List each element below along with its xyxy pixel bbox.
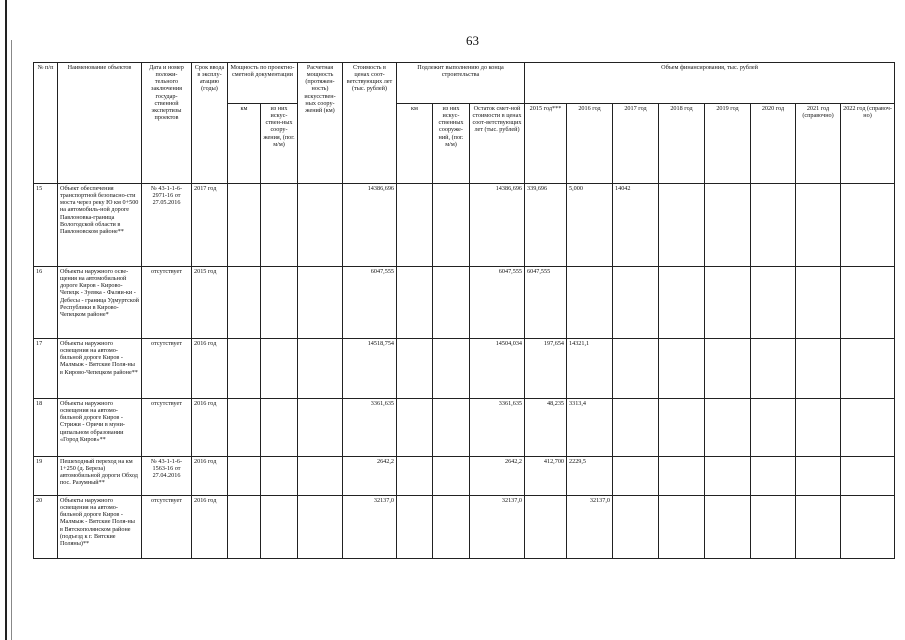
cell-empty bbox=[228, 496, 261, 559]
cell-empty bbox=[261, 399, 298, 457]
cell-date: № 43-1-1-6-1563-16 от 27.04.2016 bbox=[142, 457, 192, 496]
cell-empty bbox=[705, 267, 751, 339]
cell-empty bbox=[705, 399, 751, 457]
cell-num: 16 bbox=[34, 267, 58, 339]
cell-empty bbox=[228, 457, 261, 496]
cell-empty bbox=[751, 399, 796, 457]
cell-empty bbox=[659, 339, 705, 399]
cell-num: 18 bbox=[34, 399, 58, 457]
header-calc: Расчетная мощность (протяжен-ность) искусствен-ных соору-жений (км) bbox=[298, 63, 343, 184]
cell-cost: 14518,754 bbox=[343, 339, 397, 399]
cell-empty bbox=[841, 496, 895, 559]
table-row bbox=[34, 457, 895, 496]
cell-empty bbox=[751, 496, 796, 559]
cell-2015: 197,654 bbox=[525, 339, 567, 399]
cell-empty bbox=[796, 184, 841, 267]
header-year-2020: 2020 год bbox=[751, 104, 796, 184]
header-capacity-km: км bbox=[228, 104, 261, 184]
cell-empty bbox=[433, 267, 470, 339]
cell-date: отсутствует bbox=[142, 339, 192, 399]
cell-empty bbox=[705, 184, 751, 267]
cell-empty bbox=[261, 496, 298, 559]
cell-empty bbox=[228, 339, 261, 399]
cell-empty bbox=[841, 184, 895, 267]
header-year-2018: 2018 год bbox=[659, 104, 705, 184]
cell-empty bbox=[433, 496, 470, 559]
cell-empty bbox=[261, 457, 298, 496]
header-year-2022: 2022 год (справоч-но) bbox=[841, 104, 895, 184]
cell-empty bbox=[751, 184, 796, 267]
cell-2017 bbox=[613, 267, 659, 339]
cell-empty bbox=[261, 184, 298, 267]
cell-balance: 6047,555 bbox=[470, 267, 525, 339]
cell-empty bbox=[705, 339, 751, 399]
cell-cost: 6047,555 bbox=[343, 267, 397, 339]
cell-2015 bbox=[525, 496, 567, 559]
cell-balance: 3361,635 bbox=[470, 399, 525, 457]
cell-2016: 32137,0 bbox=[567, 496, 613, 559]
table-row bbox=[34, 399, 895, 457]
cell-empty bbox=[841, 339, 895, 399]
cell-num: 19 bbox=[34, 457, 58, 496]
cell-num: 15 bbox=[34, 184, 58, 267]
cell-date: № 43-1-1-6-2971-16 от 27.05.2016 bbox=[142, 184, 192, 267]
header-year-2015: 2015 год*** bbox=[525, 104, 567, 184]
cell-empty bbox=[298, 184, 343, 267]
cell-num: 17 bbox=[34, 339, 58, 399]
cell-empty bbox=[751, 457, 796, 496]
cell-empty bbox=[433, 184, 470, 267]
header-capacity: Мощность по проектно-сметной документации bbox=[228, 63, 298, 104]
header-rem-balance: Остаток смет-ной стоимости в ценах соот-ветствующих лет (тыс. рублей) bbox=[470, 104, 525, 184]
header-capacity-art: из них искус-ствен-ных соору-жения, (пог. м/м) bbox=[261, 104, 298, 184]
cell-2017 bbox=[613, 457, 659, 496]
cell-empty bbox=[397, 496, 433, 559]
cell-2017: 14042 bbox=[613, 184, 659, 267]
header-rem-km: км bbox=[397, 104, 433, 184]
cell-empty bbox=[433, 457, 470, 496]
cell-balance: 14504,034 bbox=[470, 339, 525, 399]
cell-cost: 3361,635 bbox=[343, 399, 397, 457]
cell-2015: 48,235 bbox=[525, 399, 567, 457]
cell-empty bbox=[298, 339, 343, 399]
table-row bbox=[34, 339, 895, 399]
cell-empty bbox=[433, 339, 470, 399]
cell-num: 20 bbox=[34, 496, 58, 559]
cell-term: 2016 год bbox=[192, 496, 228, 559]
page-edge-line bbox=[5, 0, 7, 640]
cell-empty bbox=[659, 267, 705, 339]
cell-cost: 2642,2 bbox=[343, 457, 397, 496]
financing-table bbox=[33, 62, 895, 559]
cell-empty bbox=[751, 339, 796, 399]
cell-2015: 412,700 bbox=[525, 457, 567, 496]
cell-empty bbox=[659, 457, 705, 496]
cell-date: отсутствует bbox=[142, 267, 192, 339]
header-rem-art: из них искус-ственных сооруже-ний, (пог. м/м) bbox=[433, 104, 470, 184]
page-number: 63 bbox=[466, 33, 479, 48]
cell-term: 2016 год bbox=[192, 339, 228, 399]
cell-2016: 3313,4 bbox=[567, 399, 613, 457]
header-year-2019: 2019 год bbox=[705, 104, 751, 184]
header-date: Дата и номер положи-тельного заключения государ-ственной экспертизы проектов bbox=[142, 63, 192, 184]
cell-name: Объекты наружного освещения на автомо-бильной дороге Киров - Стрижи - Оричи в муни-ципальном образовании «Город Киров»** bbox=[58, 399, 142, 457]
cell-2016: 5,000 bbox=[567, 184, 613, 267]
table-row bbox=[34, 267, 895, 339]
cell-empty bbox=[298, 496, 343, 559]
cell-balance: 32137,0 bbox=[470, 496, 525, 559]
cell-2016: 14321,1 bbox=[567, 339, 613, 399]
cell-name: Объект обеспечения транспортной безопасно-сти моста через реку Ю км 0+500 на автомобиль-ной дороге Павлоновка-граница Вологодской области в Павлоновском районе** bbox=[58, 184, 142, 267]
header-name: Наименование объектов bbox=[58, 63, 142, 184]
cell-2017 bbox=[613, 496, 659, 559]
cell-empty bbox=[705, 496, 751, 559]
cell-empty bbox=[796, 339, 841, 399]
header-row-1 bbox=[34, 63, 895, 104]
cell-empty bbox=[751, 267, 796, 339]
cell-date: отсутствует bbox=[142, 399, 192, 457]
header-term: Срок ввода в эксплу-атацию (годы) bbox=[192, 63, 228, 184]
cell-empty bbox=[659, 184, 705, 267]
cell-empty bbox=[228, 267, 261, 339]
cell-empty bbox=[397, 184, 433, 267]
cell-cost: 32137,0 bbox=[343, 496, 397, 559]
header-funding: Объем финансирования, тыс. рублей bbox=[525, 63, 895, 104]
cell-term: 2017 год bbox=[192, 184, 228, 267]
cell-empty bbox=[397, 267, 433, 339]
cell-name: Объекты наружного осве-щения на автомобильной дороге Киров - Кирово-Чепецк - Зуевка - Фаляи-ки - Дебесы - граница Удмуртской Республики в Кирово-Чепецком районе* bbox=[58, 267, 142, 339]
cell-balance: 2642,2 bbox=[470, 457, 525, 496]
cell-empty bbox=[841, 267, 895, 339]
cell-balance: 14386,696 bbox=[470, 184, 525, 267]
cell-empty bbox=[261, 339, 298, 399]
cell-date: отсутствует bbox=[142, 496, 192, 559]
header-num: № п/п bbox=[34, 63, 58, 184]
cell-empty bbox=[796, 457, 841, 496]
cell-term: 2016 год bbox=[192, 399, 228, 457]
cell-empty bbox=[841, 457, 895, 496]
cell-empty bbox=[705, 457, 751, 496]
cell-empty bbox=[397, 399, 433, 457]
cell-term: 2016 год bbox=[192, 457, 228, 496]
cell-empty bbox=[261, 267, 298, 339]
header-year-2016: 2016 год bbox=[567, 104, 613, 184]
cell-name: Объекты наружного освещения на автомо-бильной дороге Киров - Малмыж - Вятские Поля-ны в Вятскополянском районе (подъезд к г. Вятские Поляны)** bbox=[58, 496, 142, 559]
cell-2015: 6047,555 bbox=[525, 267, 567, 339]
page-edge-shadow bbox=[11, 40, 12, 640]
header-year-2021: 2021 год (справочно) bbox=[796, 104, 841, 184]
cell-empty bbox=[228, 399, 261, 457]
cell-name: Пешеходный переход на км 1+250 (д. Береза) автомобильной дороги Обход пос. Разумный** bbox=[58, 457, 142, 496]
cell-empty bbox=[298, 399, 343, 457]
header-year-2017: 2017 год bbox=[613, 104, 659, 184]
cell-empty bbox=[298, 267, 343, 339]
header-remaining: Подлежит выполнению до конца строительства bbox=[397, 63, 525, 104]
cell-empty bbox=[796, 496, 841, 559]
table-row bbox=[34, 184, 895, 267]
header-cost: Стоимость в ценах соот-ветствующих лет (тыс. рублей) bbox=[343, 63, 397, 184]
cell-empty bbox=[796, 267, 841, 339]
cell-empty bbox=[659, 496, 705, 559]
cell-empty bbox=[298, 457, 343, 496]
cell-cost: 14386,696 bbox=[343, 184, 397, 267]
cell-empty bbox=[397, 457, 433, 496]
cell-empty bbox=[841, 399, 895, 457]
table-row bbox=[34, 496, 895, 559]
cell-empty bbox=[228, 184, 261, 267]
cell-term: 2015 год bbox=[192, 267, 228, 339]
cell-2015: 339,696 bbox=[525, 184, 567, 267]
cell-2016: 2229,5 bbox=[567, 457, 613, 496]
cell-2017 bbox=[613, 339, 659, 399]
cell-name: Объекты наружного освещения на автомо-бильной дороге Киров - Малмыж - Вятские Поля-ны в Кирово-Чепецком районе** bbox=[58, 339, 142, 399]
cell-empty bbox=[659, 399, 705, 457]
cell-empty bbox=[397, 339, 433, 399]
cell-empty bbox=[796, 399, 841, 457]
cell-empty bbox=[433, 399, 470, 457]
cell-2016 bbox=[567, 267, 613, 339]
cell-2017 bbox=[613, 399, 659, 457]
